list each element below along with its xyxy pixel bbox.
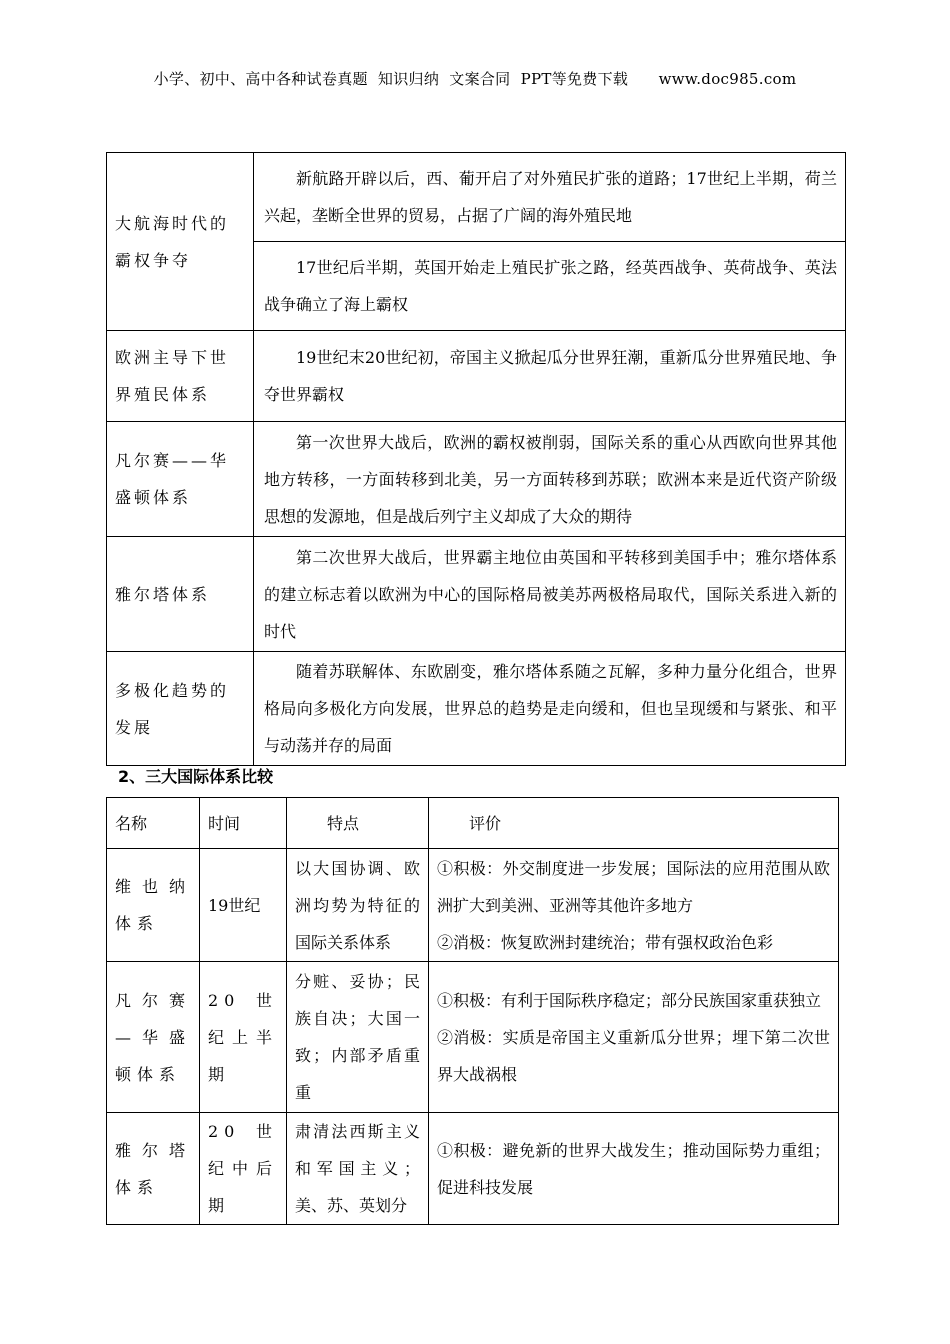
era-description: 随着苏联解体、东欧剧变，雅尔塔体系随之瓦解，多种力量分化组合，世界格局向多极化方向发展，世界总的趋势是走向缓和，但也呈现缓和与紧张、和平与动荡并存的局面 — [254, 652, 846, 766]
header-name: 名称 — [107, 798, 200, 849]
table-row — [107, 1113, 839, 1225]
system-name: 雅尔塔体系 — [107, 1113, 200, 1225]
table-row — [107, 849, 839, 962]
era-label: 凡尔赛——华盛顿体系 — [107, 422, 254, 537]
era-description: 19世纪末20世纪初，帝国主义掀起瓜分世界狂潮，重新瓜分世界殖民地、争夺世界霸权 — [254, 331, 846, 422]
system-time: 20世纪中后期 — [200, 1113, 287, 1225]
system-time: 19世纪 — [200, 849, 287, 962]
table-row — [107, 422, 846, 537]
evaluation-negative: ②消极：恢复欧洲封建统治；带有强权政治色彩 — [437, 932, 774, 952]
table-header-row — [107, 798, 839, 849]
header-feature: 特点 — [287, 798, 429, 849]
system-evaluation — [429, 1113, 839, 1225]
era-description: 第二次世界大战后，世界霸主地位由英国和平转移到美国手中；雅尔塔体系的建立标志着以欧洲为中心的国际格局被美苏两极格局取代，国际关系进入新的时代 — [254, 537, 846, 652]
evaluation-positive: ①积极：有利于国际秩序稳定；部分民族国家重获独立 — [437, 990, 822, 1010]
system-time: 20世纪上半期 — [200, 962, 287, 1113]
evaluation-positive: ①积极：外交制度进一步发展；国际法的应用范围从欧洲扩大到美洲、亚洲等其他许多地方 — [437, 858, 830, 915]
system-evaluation — [429, 849, 839, 962]
table-row — [107, 331, 846, 422]
era-label: 欧洲主导下世界殖民体系 — [107, 331, 254, 422]
era-description: 17世纪后半期，英国开始走上殖民扩张之路，经英西战争、英荷战争、英法战争确立了海上霸权 — [254, 242, 846, 331]
table-row — [107, 537, 846, 652]
system-evaluation — [429, 962, 839, 1113]
page-header: 小学、初中、高中各种试卷真题 知识归纳 文案合同 PPT等免费下载 www.doc985.com — [153, 70, 797, 88]
era-label: 雅尔塔体系 — [107, 537, 254, 652]
system-feature: 以大国协调、欧洲均势为特征的国际关系体系 — [287, 849, 429, 962]
system-feature: 分赃、妥协；民族自决；大国一致；内部矛盾重重 — [287, 962, 429, 1113]
table-row — [107, 153, 846, 242]
evaluation-positive: ①积极：避免新的世界大战发生；推动国际势力重组；促进科技发展 — [437, 1140, 830, 1197]
header-time: 时间 — [200, 798, 287, 849]
era-description: 第一次世界大战后，欧洲的霸权被削弱，国际关系的重心从西欧向世界其他地方转移，一方面转移到北美，另一方面转移到苏联；欧洲本来是近代资产阶级思想的发源地，但是战后列宁主义却成了大众的期待 — [254, 422, 846, 537]
system-comparison-table — [106, 797, 839, 1225]
era-label: 大航海时代的霸权争夺 — [107, 153, 254, 331]
header-evaluation: 评价 — [429, 798, 839, 849]
table-row — [107, 652, 846, 766]
era-label: 多极化趋势的发展 — [107, 652, 254, 766]
system-feature: 肃清法西斯主义和军国主义；美、苏、英划分 — [287, 1113, 429, 1225]
table-row — [107, 962, 839, 1113]
system-name: 凡尔赛—华盛顿体系 — [107, 962, 200, 1113]
evaluation-negative: ②消极：实质是帝国主义重新瓜分世界；埋下第二次世界大战祸根 — [437, 1027, 830, 1084]
history-era-table — [106, 152, 846, 766]
section-title: 2、三大国际体系比较 — [118, 767, 274, 786]
era-description: 新航路开辟以后，西、葡开启了对外殖民扩张的道路；17世纪上半期，荷兰兴起，垄断全世界的贸易，占据了广阔的海外殖民地 — [254, 153, 846, 242]
system-name: 维也纳体系 — [107, 849, 200, 962]
